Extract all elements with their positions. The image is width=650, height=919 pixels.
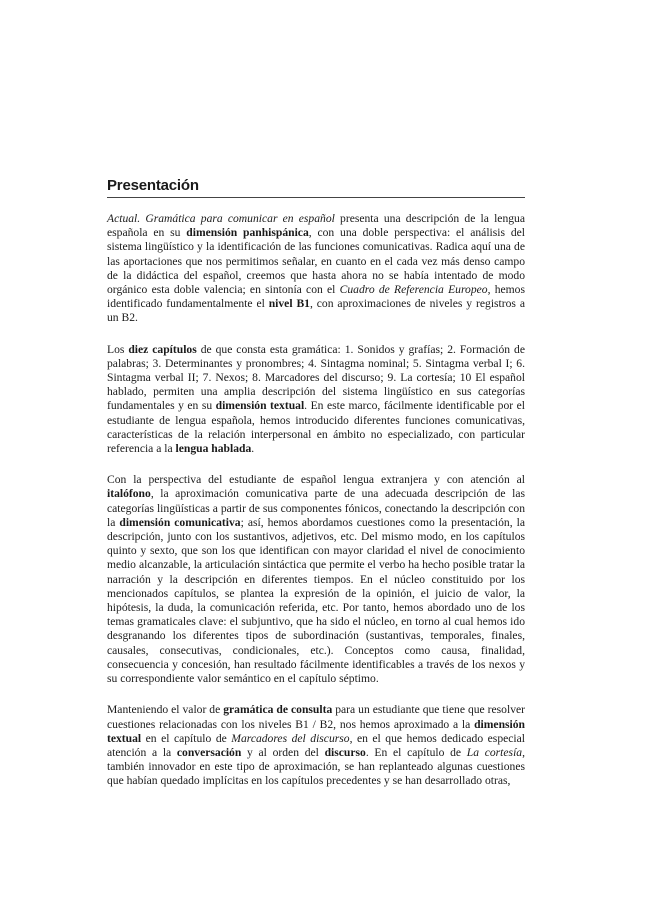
- page-title: Presentación: [107, 177, 525, 198]
- bold-text: dimensión textual: [107, 717, 525, 745]
- paragraph: [107, 212, 525, 326]
- bold-text: dimensión textual: [215, 399, 305, 413]
- italic-text: Marcadores del discurso: [231, 731, 350, 745]
- italic-text: La cortesía: [466, 745, 523, 759]
- bold-text: gramática de consulta: [223, 703, 333, 717]
- bold-text: dimensión comunicativa: [119, 515, 241, 529]
- paragraph-text: para un estudiante que tiene que resolver cuestiones relacionadas con los niveles B1 / B2, nos hemos aproximado a la: [107, 703, 526, 731]
- paragraph-text: en el capítulo de: [141, 731, 232, 745]
- paragraph-text: .: [251, 442, 255, 456]
- paragraph: [107, 473, 525, 686]
- bold-text: dimensión panhispánica: [186, 226, 309, 240]
- paragraph: [107, 703, 525, 788]
- paragraph-text: ; así, hemos abordamos cuestiones como la presentación, la descripción, junto con los sustantivos, adjetivos, etc. Del mismo modo, en los capítulos quinto y sexto, que son los que identifican con mayor claridad el nivel de conocimiento medio alcanzable, la articulación sintáctica que permite el verbo ha hecho posible tratar la narración y la descripción en diferentes tiempos. En el núcleo constituido por los mencionados capítulos, se plantea la expresión de la opinión, el juicio de valor, la hipótesis, la duda, la comunicación referida, etc. Por tanto, hemos abordado uno de los temas gramaticales clave: el subjuntivo, que ha sido el núcleo, en torno al cual hemos ido desgranando los diferentes tipos de subordinación (sustantivas, temporales, finales, causales, consecutivas, condicionales, etc.). Conceptos como causa, finalidad, consecuencia y concesión, han resultado fácilmente identificables a través de los nexos y su correspondiente valor semántico en el capítulo séptimo.: [107, 515, 525, 686]
- paragraph-text: , con aproximaciones de niveles y registros a un B2.: [107, 297, 525, 325]
- paragraph-text: Los: [107, 342, 129, 356]
- paragraph-text: Manteniendo el valor de: [107, 703, 224, 717]
- paragraph-text: Con la perspectiva del estudiante de español lengua extranjera y con atención al: [107, 473, 525, 487]
- bold-text: italófono: [107, 487, 151, 501]
- italic-text: Cuadro de Referencia Europeo: [339, 283, 488, 297]
- bold-text: conversación: [176, 745, 242, 759]
- document-page: [107, 177, 525, 806]
- paragraph-text: , en el que hemos dedicado especial atención a la: [107, 731, 525, 759]
- paragraph-text: presenta una descripción de la lengua española en su: [107, 212, 525, 240]
- bold-text: nivel B1: [268, 297, 310, 311]
- paragraph-text: , la aproximación comunicativa parte de una adecuada descripción de las categorías lingüísticas a partir de sus componentes fónicos, conectando la descripción con la: [107, 487, 525, 529]
- paragraph: [107, 343, 525, 457]
- paragraph-text: . En este marco, fácilmente identificable por el estudiante de lengua española, hemos introducido diferentes funciones comunicativas, características de la relación interpersonal en ámbito no especializado, con particular referencia a la: [107, 399, 525, 456]
- bold-text: diez capítulos: [128, 342, 197, 356]
- bold-text: lengua hablada: [175, 442, 252, 456]
- paragraph-text: y al orden del: [241, 745, 325, 759]
- italic-text: Actual. Gramática para comunicar en español: [107, 212, 335, 225]
- paragraph-text: , con una doble perspectiva: el análisis del sistema lingüístico y la identificación de las funciones comunicativas. Radica aquí una de las aportaciones que nos permitimos señalar, en cuanto en el cada vez más denso campo de la didáctica del español, creemos que hasta ahora no se había intentado de modo orgánico esta doble valencia; en sintonía con el: [107, 226, 525, 297]
- paragraph-text: . En el capítulo de: [365, 745, 467, 759]
- paragraph-text: de que consta esta gramática: 1. Sonidos y grafías; 2. Formación de palabras; 3. Determinantes y pronombres; 4. Sintagma nominal; 5. Sintagma verbal I; 6. Sintagma verbal II; 7. Nexos; 8. Marcadores del discurso; 9. La cortesía; 10 El español hablado, permiten una amplia descripción del sistema lingüístico en sus categorías fundamentales y en su: [107, 342, 525, 413]
- bold-text: discurso: [324, 745, 366, 759]
- document-body: [107, 212, 525, 789]
- paragraph-text: , hemos identificado fundamentalmente el: [107, 283, 525, 311]
- paragraph-text: , también innovador en este tipo de aproximación, se han replanteado algunas cuestiones que habían quedado implícitas en los capítulos precedentes y se han desarrollado otras,: [107, 745, 525, 788]
